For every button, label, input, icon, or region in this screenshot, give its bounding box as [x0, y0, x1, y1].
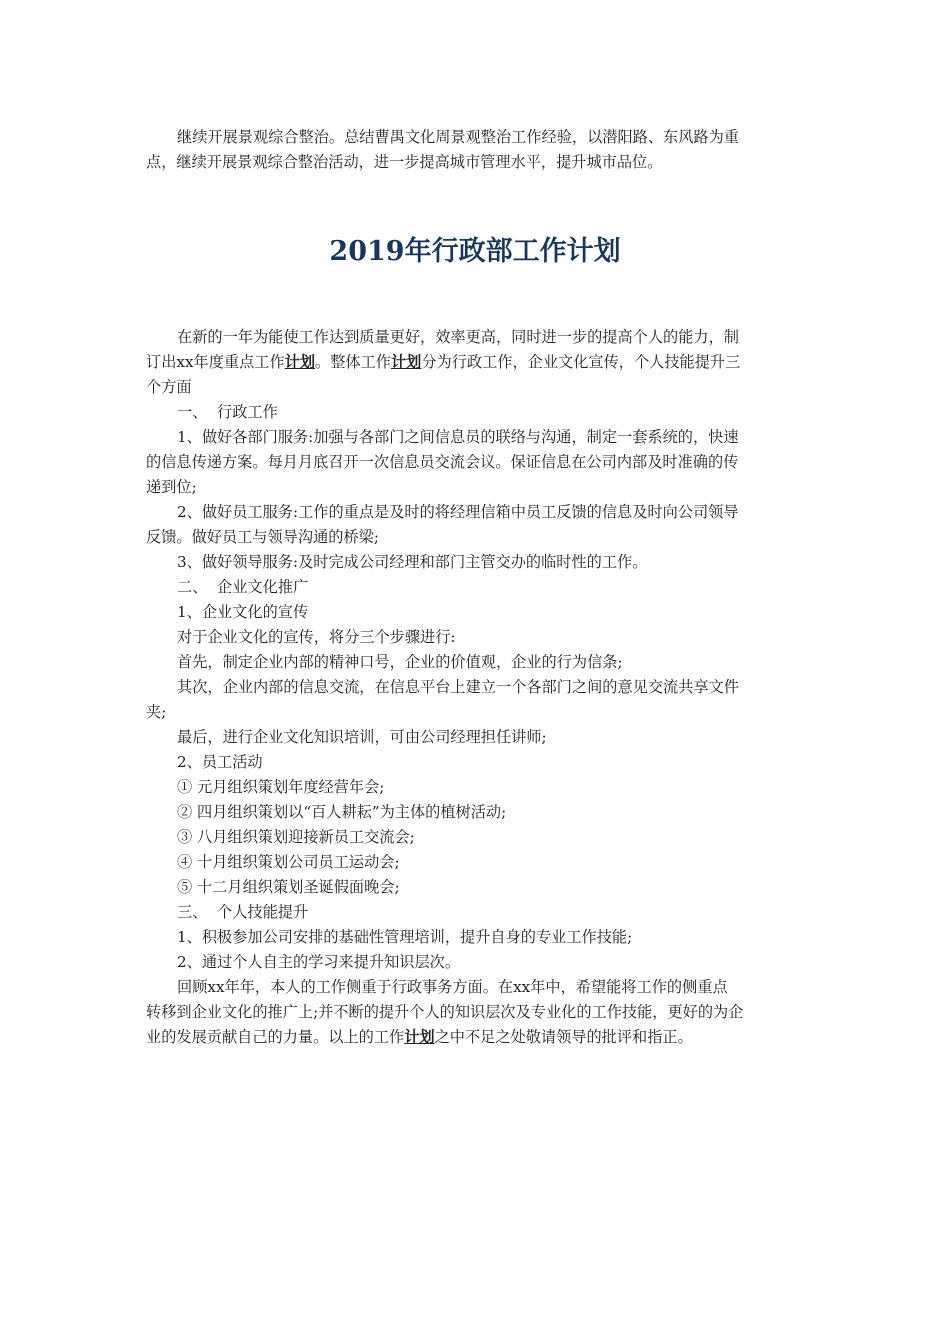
plan-link[interactable]: 计划: [404, 1028, 435, 1046]
section-heading-2: 二、 企业文化推广: [177, 578, 309, 596]
intro-line-2: 点，继续开展景观综合整治活动，进一步提高城市管理水平，提升城市品位。: [146, 153, 663, 171]
closing-line-3: [146, 1025, 808, 1050]
item-2-1-a: 对于企业文化的宣传，将分三个步骤进行:: [177, 628, 456, 646]
plan-link[interactable]: 计划: [390, 353, 422, 371]
plan-link[interactable]: 计划: [284, 353, 316, 371]
opening-text: 。整体工作: [315, 353, 391, 371]
closing-line-1: 回顾xx年年，本人的工作侧重于行政事务方面。在xx年中，希望能将工作的侧重点: [177, 978, 728, 996]
intro-line-1: 继续开展景观综合整治。总结曹禺文化周景观整治工作经验，以潜阳路、东风路为重: [177, 128, 739, 146]
activity-item: ⑤ 十二月组织策划圣诞假面晚会;: [177, 878, 400, 896]
opening-line-2: [146, 350, 808, 375]
closing-text: 之中不足之处敬请领导的批评和指正。: [434, 1028, 693, 1046]
opening-text: 订出xx年度重点工作: [146, 353, 285, 371]
item-1-1-line-1: 1、做好各部门服务:加强与各部门之间信息员的联络与沟通，制定一套系统的，快速: [177, 428, 739, 446]
body-text: [146, 325, 808, 1050]
section-heading-3: 三、 个人技能提升: [177, 903, 309, 921]
item-1-1-line-2: 的信息传递方案。每月月底召开一次信息员交流会议。保证信息在公司内部及时准确的传: [146, 453, 739, 471]
intro-paragraph: [146, 125, 808, 175]
item-2-1: 1、企业文化的宣传: [177, 603, 309, 621]
item-2-1-c-line-2: 夹;: [146, 703, 167, 721]
activity-item: ② 四月组织策划以“百人耕耘”为主体的植树活动;: [177, 803, 507, 821]
document-title: 2019年行政部工作计划: [329, 236, 621, 267]
item-2-1-b: 首先，制定企业内部的精神口号，企业的价值观，企业的行为信条;: [177, 653, 623, 671]
item-2-1-d: 最后，进行企业文化知识培训，可由公司经理担任讲师;: [177, 728, 547, 746]
closing-text: 业的发展贡献自己的力量。以上的工作: [146, 1028, 405, 1046]
item-1-2-line-2: 反馈。做好员工与领导沟通的桥梁;: [146, 528, 379, 546]
item-2-2: 2、员工活动: [177, 753, 263, 771]
item-1-3: 3、做好领导服务:及时完成公司经理和部门主管交办的临时性的工作。: [177, 553, 648, 571]
item-1-1-line-3: 递到位;: [146, 478, 197, 496]
activity-item: ③ 八月组织策划迎接新员工交流会;: [177, 828, 415, 846]
section-heading-1: 一、 行政工作: [177, 403, 278, 421]
closing-line-2: 转移到企业文化的推广上;并不断的提升个人的知识层次及专业化的工作技能，更好的为企: [146, 1003, 744, 1021]
item-2-1-c-line-1: 其次，企业内部的信息交流，在信息平台上建立一个各部门之间的意见交流共享文件: [177, 678, 739, 696]
opening-text: 分为行政工作，企业文化宣传，个人技能提升三: [421, 353, 741, 371]
opening-line-3: 个方面: [146, 378, 192, 396]
activity-item: ④ 十月组织策划公司员工运动会;: [177, 853, 400, 871]
opening-line-1: 在新的一年为能使工作达到质量更好，效率更高，同时进一步的提高个人的能力，制: [177, 328, 739, 346]
item-1-2-line-1: 2、做好员工服务:工作的重点是及时的将经理信箱中员工反馈的信息及时向公司领导: [177, 503, 739, 521]
item-3-2: 2、通过个人自主的学习来提升知识层次。: [177, 953, 461, 971]
activity-item: ① 元月组织策划年度经营年会;: [177, 778, 385, 796]
item-3-1: 1、积极参加公司安排的基础性管理培训，提升自身的专业工作技能;: [177, 928, 633, 946]
